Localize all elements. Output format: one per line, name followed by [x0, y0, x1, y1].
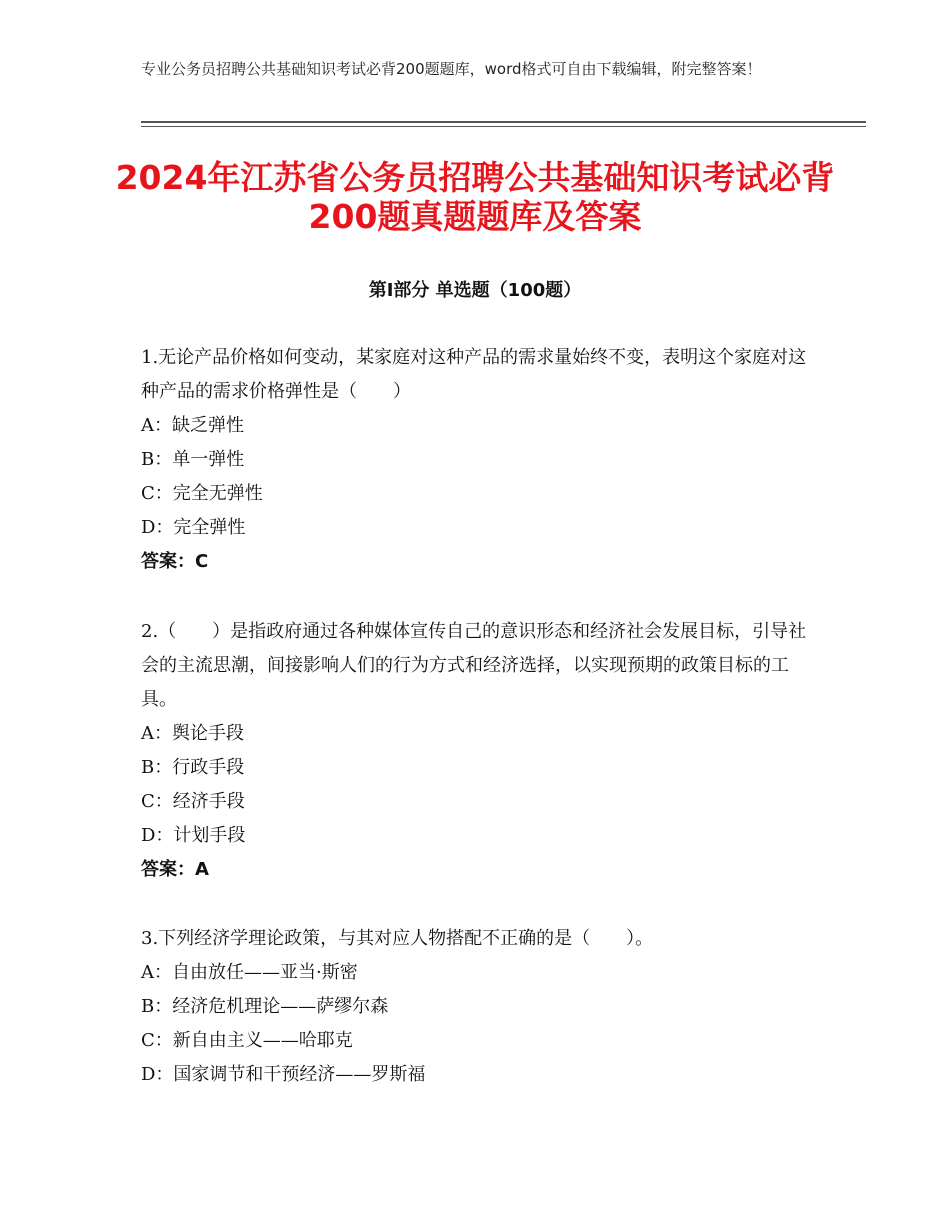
question-3 — [141, 922, 821, 1092]
option-a: A：自由放任——亚当·斯密 — [141, 962, 358, 983]
question-stem: 2.（ ）是指政府通过各种媒体宣传自己的意识形态和经济社会发展目标，引导社会的主流思潮，间接影响人们的行为方式和经济选择，以实现预期的政策目标的工具。 — [141, 621, 807, 710]
option-c: C：完全无弹性 — [141, 483, 263, 504]
option-c: C：新自由主义——哈耶克 — [141, 1030, 353, 1051]
option-a: A：舆论手段 — [141, 723, 244, 744]
answer: 答案：C — [141, 551, 209, 572]
header-note: 专业公务员招聘公共基础知识考试必背200题题库，word格式可自由下载编辑，附完整答案！ — [141, 60, 762, 78]
section-title: 第Ⅰ部分 单选题（100题） — [368, 280, 582, 301]
option-a: A：缺乏弹性 — [141, 415, 244, 436]
option-b: B：单一弹性 — [141, 449, 245, 470]
option-d: D：国家调节和干预经济——罗斯福 — [141, 1064, 426, 1085]
question-1 — [141, 341, 821, 579]
question-stem: 1.无论产品价格如何变动，某家庭对这种产品的需求量始终不变，表明这个家庭对这种产品的需求价格弹性是（ ） — [141, 347, 807, 402]
document-title: 2024年江苏省公务员招聘公共基础知识考试必背200题真题题库及答案 — [115, 158, 835, 236]
header-rule-thin — [141, 126, 866, 127]
question-2 — [141, 615, 821, 887]
question-stem: 3.下列经济学理论政策，与其对应人物搭配不正确的是（ ）。 — [141, 928, 654, 949]
option-b: B：行政手段 — [141, 757, 245, 778]
answer: 答案：A — [141, 859, 209, 880]
option-d: D：完全弹性 — [141, 517, 246, 538]
option-b: B：经济危机理论——萨缪尔森 — [141, 996, 389, 1017]
header-rule-thick — [141, 121, 866, 123]
option-d: D：计划手段 — [141, 825, 246, 846]
option-c: C：经济手段 — [141, 791, 245, 812]
